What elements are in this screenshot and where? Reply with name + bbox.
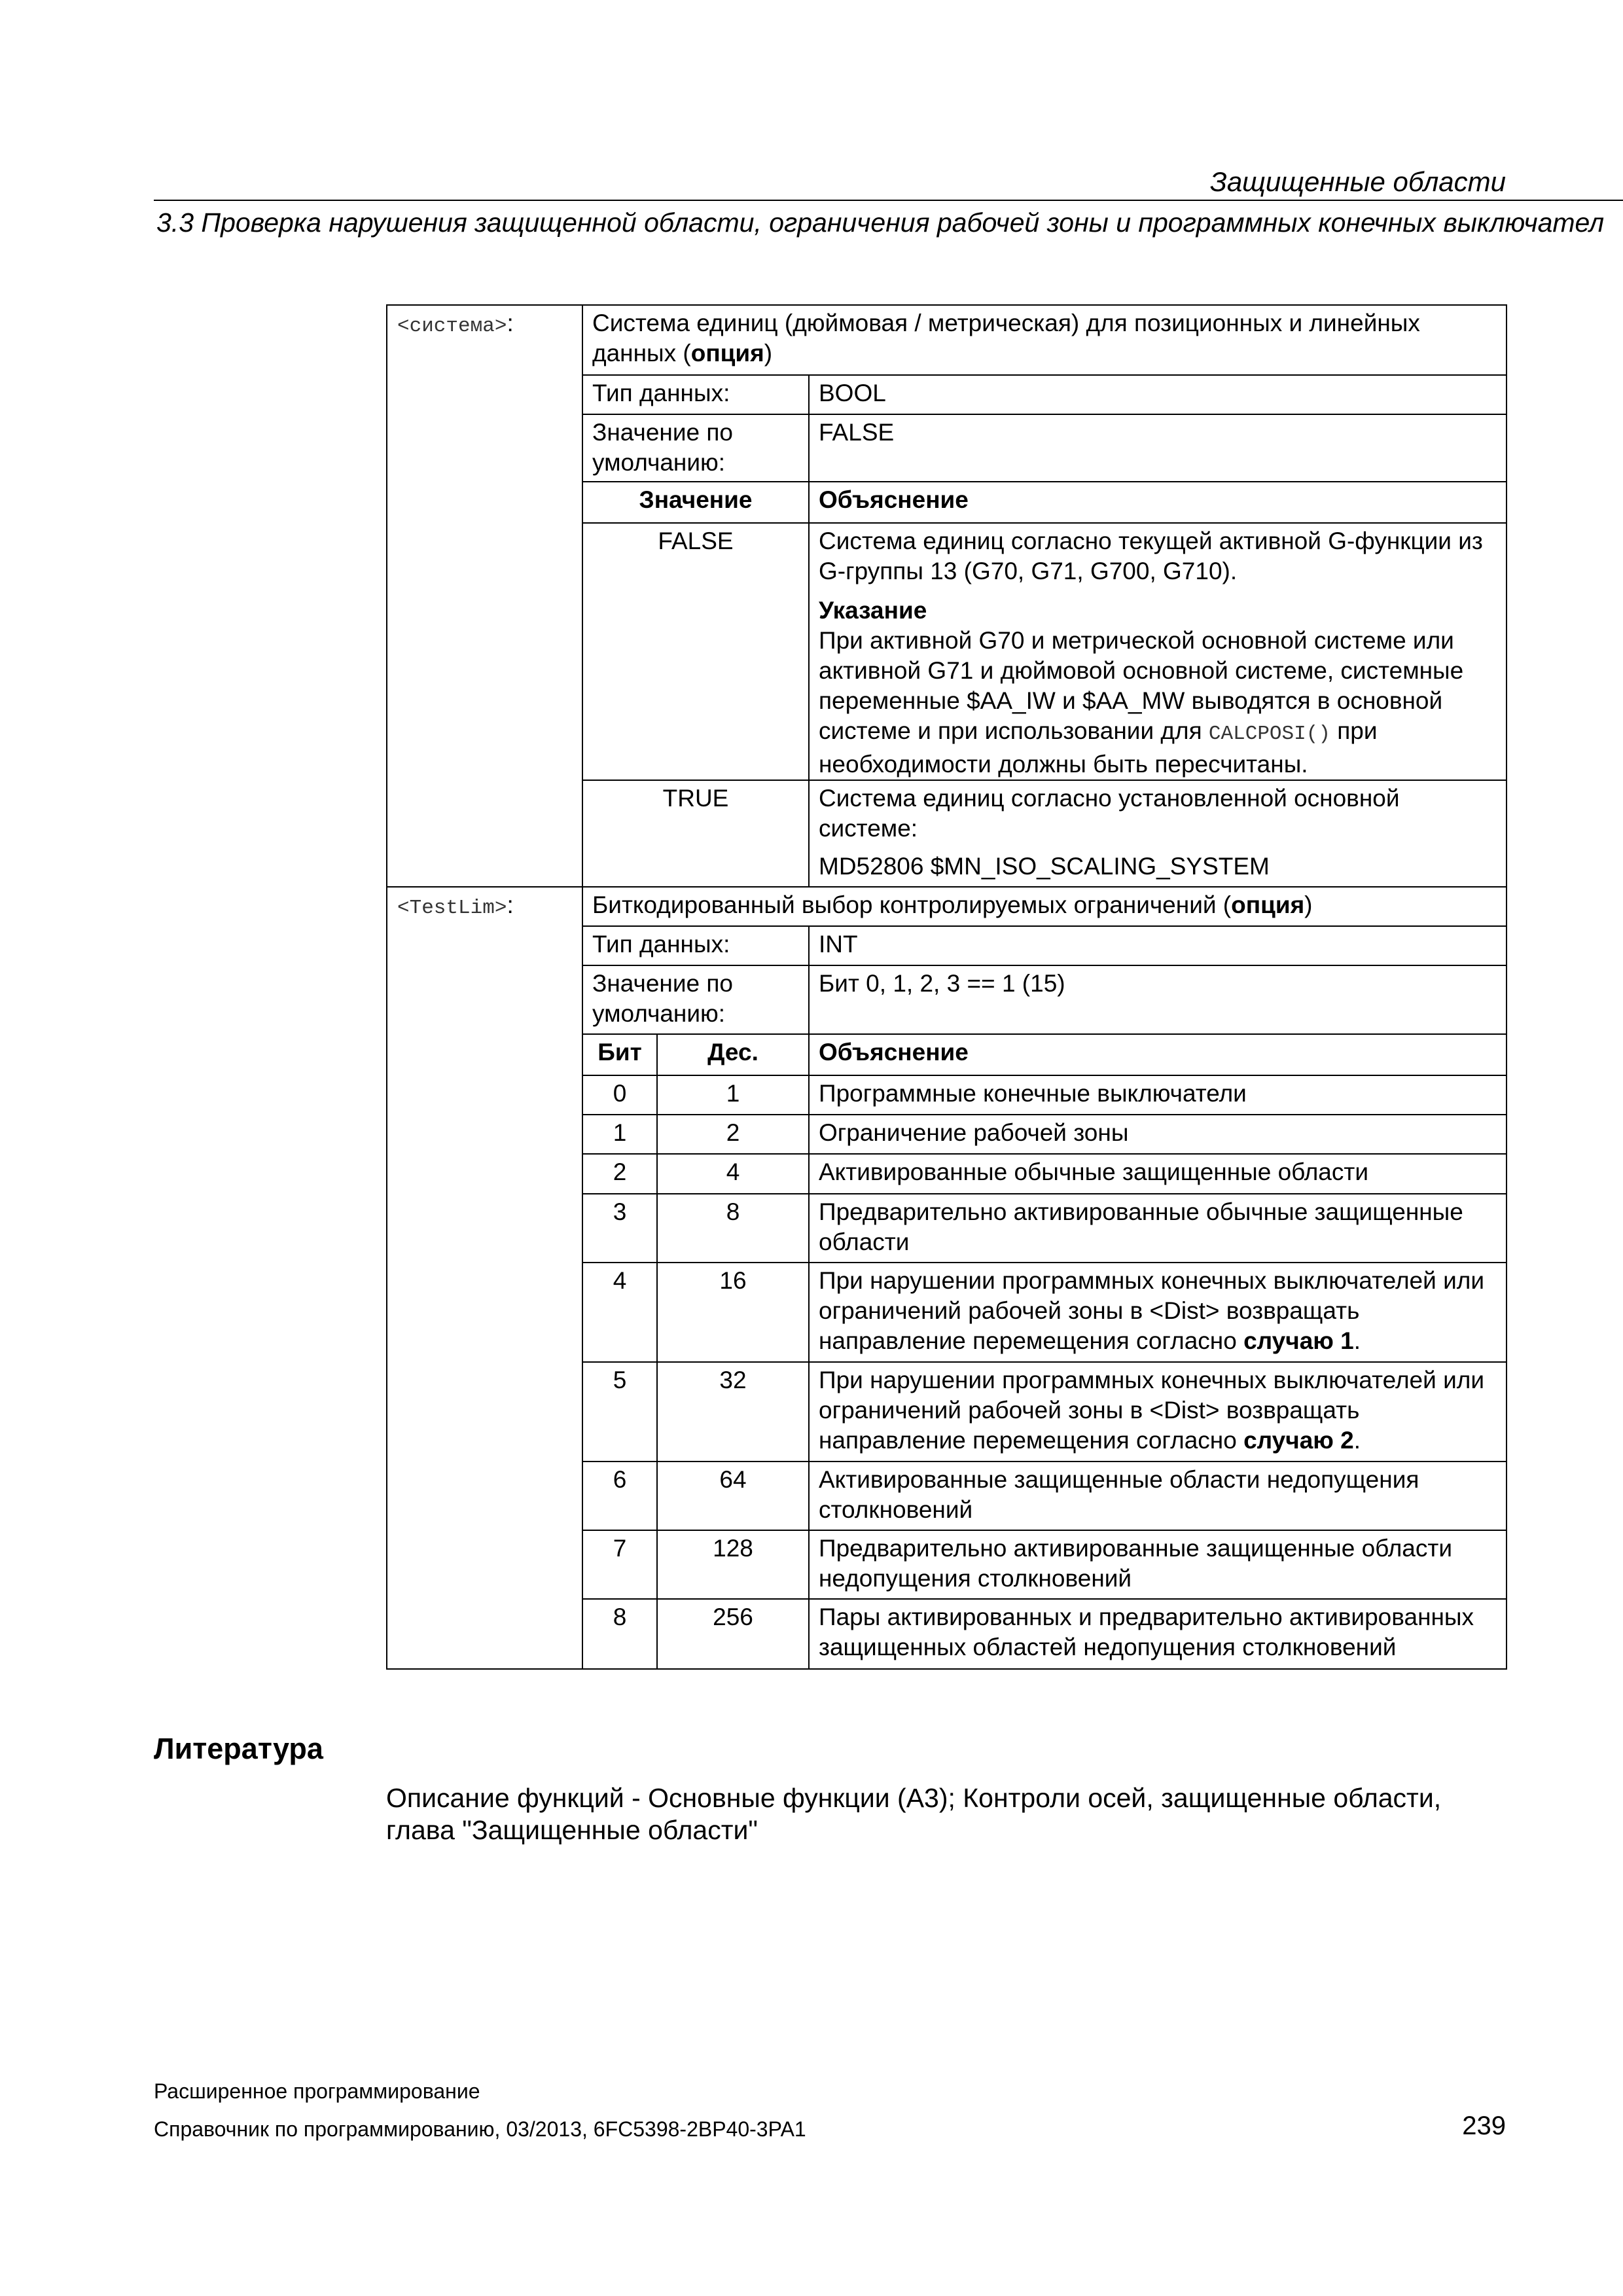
default-value-label [582,965,809,1034]
machine-data-reference: MD52806 $MN_ISO_SCALING_SYSTEM [819,853,1270,880]
label-line: умолчанию: [592,449,726,476]
literature-line: глава "Защищенные области" [386,1815,758,1845]
literature-reference [386,1782,1441,1846]
param-colon: : [507,310,514,336]
bit-explanation [809,1075,1507,1115]
description-text: данных ( [592,340,691,367]
footer-reference: Справочник по программированию, 03/2013, 6FC5398-2BP40-3PA1 [154,2117,806,2141]
explanation-line [819,1426,1502,1456]
note-title: Указание [819,597,927,624]
decimal-value: 32 [657,1362,809,1462]
bit-header: Бит [582,1034,657,1075]
value-cell: FALSE [582,523,809,780]
bit-number: 2 [582,1154,657,1194]
param-description [582,305,1507,375]
explanation-text: направление перемещения согласно [819,1327,1244,1354]
data-type-label: Тип данных: [582,926,809,965]
explanation-header: Объяснение [809,482,1507,523]
decimal-value: 2 [657,1115,809,1154]
data-type-value: INT [809,926,1507,965]
literature-line: Описание функций - Основные функции (A3); Контроли осей, защищенные области, [386,1783,1442,1813]
explanation-line: Система единиц согласно текущей активной G-функции из [819,528,1483,554]
decimal-value: 4 [657,1154,809,1194]
note-line: активной G71 и дюймовой основной системе, системные [819,657,1464,684]
note-line: необходимости должны быть пересчитаны. [819,751,1308,778]
decimal-value: 256 [657,1599,809,1669]
explanation-line: Ограничение рабочей зоны [819,1119,1129,1146]
decimal-value: 16 [657,1263,809,1362]
explanation-text: направление перемещения согласно [819,1427,1244,1454]
description-text: ) [1304,891,1313,918]
explanation-line: недопущения столкновений [819,1565,1132,1592]
parameter-table [386,304,1507,1670]
explanation-line: Активированные обычные защищенные области [819,1158,1368,1185]
explanation-line: Активированные защищенные области недопущения [819,1466,1419,1493]
bit-explanation [809,1194,1507,1263]
bit-explanation [809,1362,1507,1462]
bit-explanation [809,1530,1507,1599]
bit-number: 5 [582,1362,657,1462]
bit-number: 7 [582,1530,657,1599]
explanation-line: столкновений [819,1496,973,1523]
section-title: 3.3 Проверка нарушения защищенной области, ограничения рабочей зоны и программных конечных выключател [156,207,1605,238]
value-cell: TRUE [582,780,809,887]
table-row [387,887,1507,926]
bit-explanation [809,1263,1507,1362]
note-text: системе и при использовании для [819,717,1209,744]
option-keyword: опция [1231,891,1305,918]
value-explanation [809,780,1507,887]
data-type-value: BOOL [809,375,1507,414]
description-text: Биткодированный выбор контролируемых ограничений ( [592,891,1232,918]
decimal-value: 128 [657,1530,809,1599]
explanation-line [819,1326,1502,1356]
literature-heading: Литература [154,1732,323,1765]
note-line [819,716,1502,749]
case-reference: случаю 2 [1243,1427,1354,1454]
code-function-name: CALCPOSI() [1208,723,1330,745]
footer-book-title: Расширенное программирование [154,2079,480,2103]
explanation-line: Программные конечные выключатели [819,1080,1247,1107]
label-line: Значение по [592,970,733,997]
note-text: при [1330,717,1378,744]
table-row [387,305,1507,375]
option-keyword: опция [690,340,764,367]
bit-explanation [809,1599,1507,1669]
decimal-value: 8 [657,1194,809,1263]
explanation-text: . [1353,1427,1361,1454]
label-line: Значение по [592,419,733,446]
label-line: умолчанию: [592,1000,726,1027]
explanation-line: ограничений рабочей зоны в <Dist> возвращать [819,1397,1360,1424]
data-type-label: Тип данных: [582,375,809,414]
bit-explanation [809,1462,1507,1530]
bit-number: 0 [582,1075,657,1115]
param-name: <система> [397,315,507,338]
header-rule [154,200,1623,201]
param-colon: : [507,891,514,918]
param-description [582,887,1507,926]
chapter-title: Защищенные области [1210,166,1506,197]
explanation-line: G-группы 13 (G70, G71, G700, G710). [819,558,1238,584]
bit-number: 8 [582,1599,657,1669]
bit-explanation [809,1115,1507,1154]
explanation-line: Пары активированных и предварительно активированных [819,1604,1474,1630]
decimal-value: 1 [657,1075,809,1115]
case-reference: случаю 1 [1243,1327,1354,1354]
value-explanation [809,523,1507,780]
bit-number: 4 [582,1263,657,1362]
bit-number: 1 [582,1115,657,1154]
value-header: Значение [582,482,809,523]
explanation-line: Предварительно активированные обычные защищенные [819,1198,1463,1225]
explanation-line: защищенных областей недопущения столкновений [819,1634,1397,1660]
bit-number: 6 [582,1462,657,1530]
explanation-line: Система единиц согласно установленной основной [819,785,1400,812]
decimal-value: 64 [657,1462,809,1530]
explanation-line: При нарушении программных конечных выключателей или [819,1367,1485,1393]
page-number: 239 [1462,2111,1506,2140]
explanation-text: . [1353,1327,1361,1354]
description-line: Система единиц (дюймовая / метрическая) для позиционных и линейных [592,310,1420,336]
explanation-line: области [819,1229,910,1255]
explanation-line: ограничений рабочей зоны в <Dist> возвращать [819,1297,1360,1324]
explanation-line: При нарушении программных конечных выключателей или [819,1267,1485,1294]
explanation-header: Объяснение [809,1034,1507,1075]
note-line: переменные $AA_IW и $AA_MW выводятся в основной [819,687,1443,714]
dec-header: Дес. [657,1034,809,1075]
description-line [592,890,1502,920]
explanation-line: Предварительно активированные защищенные области [819,1535,1452,1562]
description-text: ) [764,340,773,367]
default-value: FALSE [809,414,1507,482]
bit-number: 3 [582,1194,657,1263]
explanation-line: системе: [819,815,918,842]
default-value-label [582,414,809,482]
bit-explanation [809,1154,1507,1194]
param-cell-testlim [387,887,582,1669]
param-cell-system [387,305,582,887]
description-line [592,338,1502,368]
param-name: <TestLim> [397,897,507,920]
default-value: Бит 0, 1, 2, 3 == 1 (15) [809,965,1507,1034]
note-line: При активной G70 и метрической основной системе или [819,627,1454,654]
